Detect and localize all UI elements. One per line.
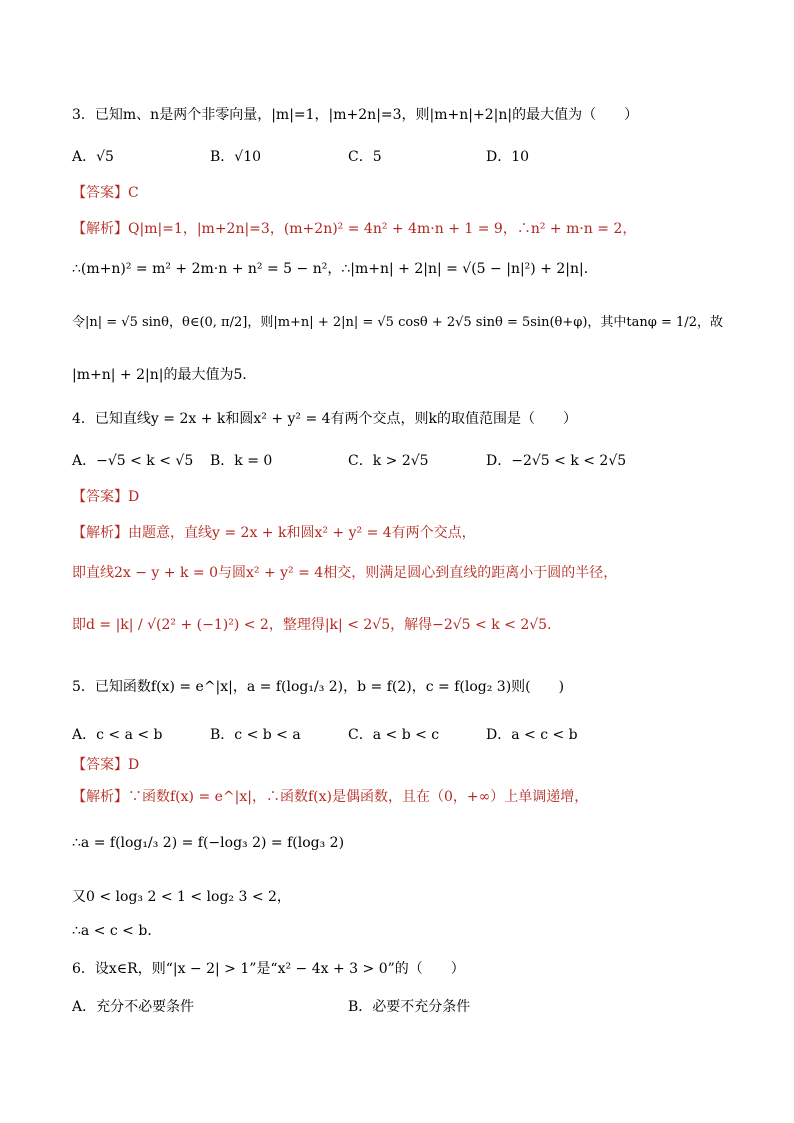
q4-options bbox=[72, 450, 732, 472]
q5-stem: 5．已知函数f(x) = e^|x|，a = f(log₁/₃ 2)，b = f(2)，c = f(log₂ 3)则( ) bbox=[72, 679, 565, 695]
q5-analysis-line-3: 又0 < log₃ 2 < 1 < log₂ 3 < 2， bbox=[72, 889, 291, 905]
q3-analysis-line-2: ∴(m+n)² = m² + 2m·n + n² = 5 − n²，∴|m+n| + 2|n| = √(5 − |n|²) + 2|n|． bbox=[72, 261, 598, 277]
q5-options bbox=[72, 724, 732, 746]
q4-answer bbox=[72, 486, 732, 508]
q3-option-c: C．5 bbox=[348, 149, 382, 165]
q5-option-b: B．c < b < a bbox=[210, 727, 301, 743]
q4-analysis-tag: 【解析】 bbox=[72, 525, 128, 541]
q3-answer bbox=[72, 182, 732, 204]
q6-stem: 6．设x∈R，则“|x − 2| > 1”是“x² − 4x + 3 > 0”的（ ） bbox=[72, 961, 465, 977]
q3-answer-value: C bbox=[128, 185, 139, 201]
q5-option-d: D．a < c < b bbox=[486, 727, 578, 743]
q4-option-a: A．−√5 < k < √5 bbox=[72, 453, 194, 469]
q4-option-c: C．k > 2√5 bbox=[348, 453, 429, 469]
q5-answer-tag: 【答案】 bbox=[72, 757, 128, 773]
q4-answer-value: D bbox=[128, 489, 140, 505]
q3-option-a: A．√5 bbox=[72, 149, 114, 165]
q4-analysis-line-1: 【解析】由题意，直线y = 2x + k和圆x² + y² = 4有两个交点， bbox=[72, 525, 476, 541]
q3-analysis-line-3: 令|n| = √5 sinθ，θ∈(0, π/2]，则|m+n| + 2|n| = √5 cosθ + 2√5 sinθ = 5sin(θ+φ)，其中tanφ = 1/2，故 bbox=[72, 315, 723, 330]
q6-option-a: A．充分不必要条件 bbox=[72, 999, 195, 1015]
q4-analysis-line-3: 即d = |k| / √(2² + (−1)²) < 2，整理得|k| < 2√5，解得−2√5 < k < 2√5． bbox=[72, 617, 562, 633]
q5-analysis-line-4: ∴a < c < b． bbox=[72, 923, 162, 939]
q5-analysis-line-1: 【解析】∵函数f(x) = e^|x|，∴函数f(x)是偶函数，且在（0，+∞）上单调递增， bbox=[72, 789, 589, 805]
q5-option-c: C．a < b < c bbox=[348, 727, 440, 743]
q6-options bbox=[72, 996, 732, 1018]
q4-option-b: B．k = 0 bbox=[210, 453, 273, 469]
q4-analysis-line-2: 即直线2x − y + k = 0与圆x² + y² = 4相交，则满足圆心到直线的距离小于圆的半径， bbox=[72, 565, 618, 581]
q5-answer bbox=[72, 754, 732, 776]
q3-answer-tag: 【答案】 bbox=[72, 185, 128, 201]
q3-analysis-line-4: |m+n| + 2|n|的最大值为5． bbox=[72, 367, 257, 383]
q3-option-b: B．√10 bbox=[210, 149, 262, 165]
q5-analysis-tag: 【解析】 bbox=[72, 789, 128, 805]
q5-option-a: A．c < a < b bbox=[72, 727, 163, 743]
q4-option-d: D．−2√5 < k < 2√5 bbox=[486, 453, 627, 469]
q3-stem: 3．已知m、n是两个非零向量，|m|=1，|m+2n|=3，则|m+n|+2|n|的最大值为（ ） bbox=[72, 107, 639, 123]
q4-answer-tag: 【答案】 bbox=[72, 489, 128, 505]
q4-stem: 4．已知直线y = 2x + k和圆x² + y² = 4有两个交点，则k的取值范围是（ ） bbox=[72, 411, 578, 427]
q3-option-d: D．10 bbox=[486, 149, 530, 165]
q5-analysis-line-2: ∴a = f(log₁/₃ 2) = f(−log₃ 2) = f(log₃ 2) bbox=[72, 835, 345, 851]
q3-analysis-tag: 【解析】 bbox=[72, 221, 128, 237]
q5-answer-value: D bbox=[128, 757, 140, 773]
q3-options bbox=[72, 146, 732, 168]
q6-option-b: B．必要不充分条件 bbox=[348, 999, 471, 1015]
q3-analysis-line-1: 【解析】Q|m|=1，|m+2n|=3，(m+2n)² = 4n² + 4m·n + 1 = 9，∴n² + m·n = 2， bbox=[72, 221, 637, 237]
